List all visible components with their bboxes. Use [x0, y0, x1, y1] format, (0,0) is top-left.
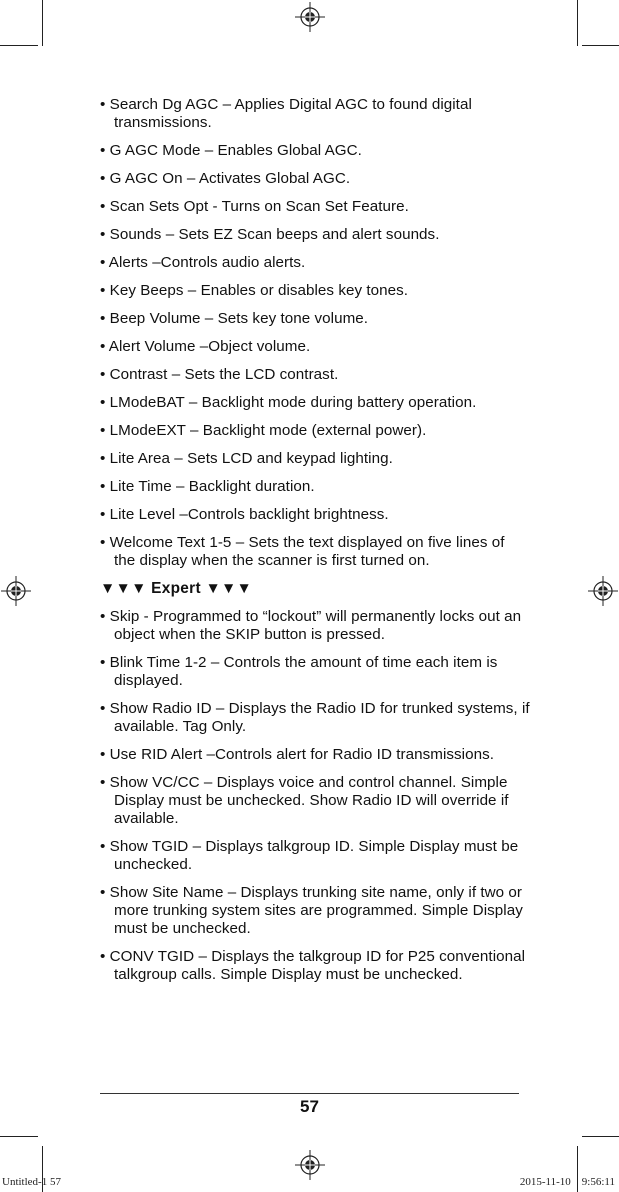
registration-mark-icon	[1, 576, 31, 606]
list-item: • Show Radio ID – Displays the Radio ID for trunked systems, if available. Tag Only.	[100, 700, 530, 735]
list-item: • Blink Time 1-2 – Controls the amount of time each item is displayed.	[100, 654, 498, 689]
section-heading-expert: ▼▼▼ Expert ▼▼▼	[100, 580, 253, 597]
list-item: • Skip - Programmed to “lockout” will permanently locks out an object when the SKIP button is pressed.	[100, 608, 522, 643]
page-number: 57	[300, 1097, 319, 1116]
crop-mark	[0, 1136, 38, 1137]
list-item: • LModeBAT – Backlight mode during battery operation.	[100, 394, 477, 411]
crop-mark	[577, 0, 578, 46]
registration-mark-icon	[295, 1150, 325, 1180]
registration-mark-icon	[295, 2, 325, 32]
list-item: • Show VC/CC – Displays voice and control channel. Simple Display must be unchecked. Show Radio ID will override if available.	[100, 774, 509, 827]
footer-rule	[100, 1093, 519, 1094]
list-item: • Search Dg AGC – Applies Digital AGC to found digital transmissions.	[100, 96, 472, 131]
page-content	[100, 96, 530, 994]
list-item: • Show TGID – Displays talkgroup ID. Simple Display must be unchecked.	[100, 838, 519, 873]
list-item: • LModeEXT – Backlight mode (external power).	[100, 422, 427, 439]
settings-list	[100, 96, 530, 570]
list-item: • Use RID Alert –Controls alert for Radio ID transmissions.	[100, 746, 494, 763]
registration-mark-icon	[588, 576, 618, 606]
list-item: • Sounds – Sets EZ Scan beeps and alert sounds.	[100, 226, 440, 243]
crop-mark	[582, 1136, 619, 1137]
list-item: • Lite Time – Backlight duration.	[100, 478, 315, 495]
crop-mark	[0, 45, 38, 46]
print-info-right: 2015-11-10 9:56:11	[519, 1176, 615, 1188]
list-item: • Show Site Name – Displays trunking site name, only if two or more trunking system sites are programmed. Simple Display must be unchecked.	[100, 884, 523, 937]
list-item: • Alert Volume –Object volume.	[100, 338, 311, 355]
list-item: • G AGC On – Activates Global AGC.	[100, 170, 351, 187]
list-item: • Lite Area – Sets LCD and keypad lighting.	[100, 450, 393, 467]
list-item: • Alerts –Controls audio alerts.	[100, 254, 306, 271]
crop-mark	[582, 45, 619, 46]
list-item: • Welcome Text 1-5 – Sets the text displayed on five lines of the display when the scanner is first turned on.	[100, 534, 505, 569]
print-info-left: Untitled-1 57	[2, 1176, 61, 1188]
list-item: • Lite Level –Controls backlight brightness.	[100, 506, 389, 523]
list-item: • G AGC Mode – Enables Global AGC.	[100, 142, 362, 159]
list-item: • Scan Sets Opt - Turns on Scan Set Feature.	[100, 198, 409, 215]
list-item: • Key Beeps – Enables or disables key tones.	[100, 282, 409, 299]
expert-settings-list	[100, 608, 530, 984]
list-item: • CONV TGID – Displays the talkgroup ID for P25 conventional talkgroup calls. Simple Display must be unchecked.	[100, 948, 526, 983]
list-item: • Beep Volume – Sets key tone volume.	[100, 310, 369, 327]
list-item: • Contrast – Sets the LCD contrast.	[100, 366, 339, 383]
crop-mark	[42, 0, 43, 46]
